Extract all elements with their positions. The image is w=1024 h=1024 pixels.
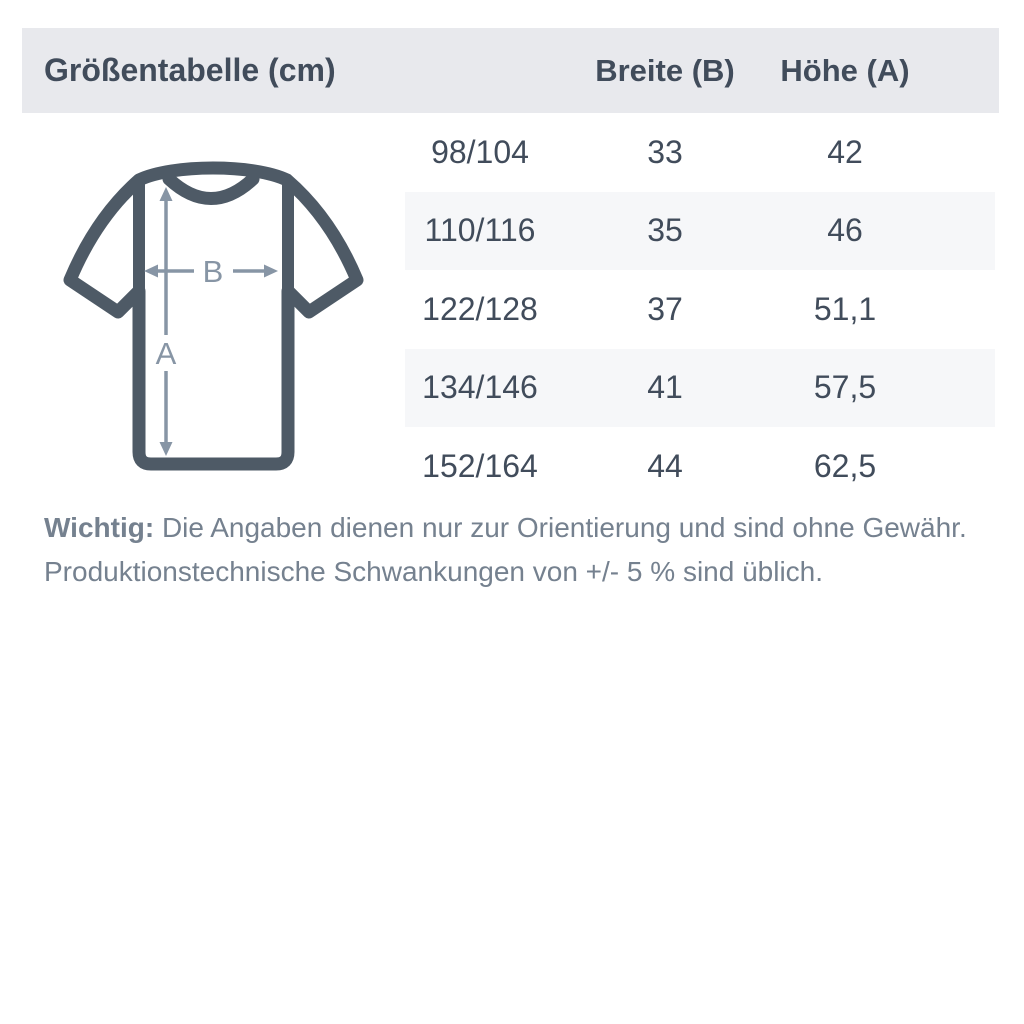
- breite-cell: 35: [647, 212, 683, 249]
- size-cell: 152/164: [422, 447, 538, 484]
- breite-cell: 37: [647, 290, 683, 327]
- breite-cell: 33: [647, 133, 683, 170]
- page-title: Größentabelle (cm): [44, 52, 336, 88]
- table-row: [405, 270, 995, 349]
- table-row: [405, 113, 995, 192]
- breite-cell: 44: [647, 447, 683, 484]
- table-header: [22, 28, 999, 113]
- column-header-hoehe: Höhe (A): [780, 52, 910, 88]
- label-a: A: [155, 336, 177, 371]
- size-cell: 110/116: [424, 212, 536, 249]
- hoehe-cell: 62,5: [813, 447, 877, 484]
- note-line-2: Produktionstechnische Schwankungen von +/- 5 % sind üblich.: [44, 556, 824, 587]
- note-text-1: Die Angaben dienen nur zur Orientierung und sind ohne Gewähr.: [161, 512, 967, 543]
- size-cell: 122/128: [422, 290, 538, 327]
- disclaimer-note: [44, 506, 1004, 594]
- note-lead: Wichtig:: [44, 512, 155, 543]
- column-header-breite: Breite (B): [595, 52, 735, 88]
- label-b: B: [202, 254, 224, 289]
- column-headers: [405, 28, 995, 113]
- breite-cell: 41: [647, 369, 683, 406]
- tshirt-outline-icon: [70, 168, 357, 464]
- hoehe-cell: 51,1: [813, 290, 877, 327]
- note-line-1: [44, 506, 1004, 550]
- size-cell: 134/146: [422, 369, 538, 406]
- size-table: [405, 113, 995, 506]
- table-row: [405, 192, 995, 271]
- hoehe-cell: 46: [827, 212, 863, 249]
- table-row: [405, 349, 995, 428]
- hoehe-cell: 57,5: [813, 369, 877, 406]
- hoehe-cell: 42: [827, 133, 863, 170]
- tshirt-diagram: [30, 145, 380, 485]
- size-cell: 98/104: [431, 133, 529, 170]
- table-row: [405, 427, 995, 506]
